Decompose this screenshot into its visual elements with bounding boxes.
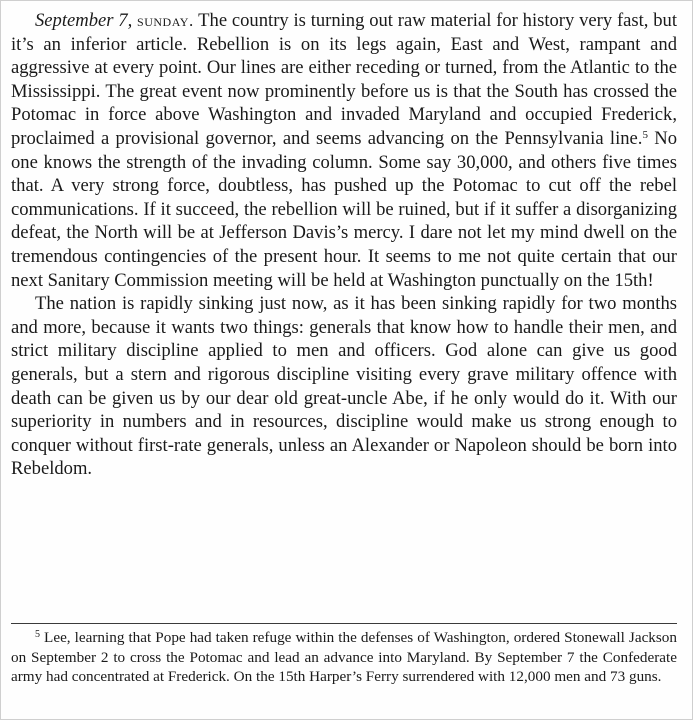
footnote-text: Lee, learning that Pope had taken refuge within the defenses of Washington, ordered Stonewall Jackson on September 2 to cross the Potomac and lead an advance into Maryland. By September 7 the Confederate army had concentrated at Frederick. On the 15th Harper’s Ferry surrendered with 12,000 men and 73 guns. — [11, 629, 677, 686]
footnote-divider — [11, 623, 677, 624]
entry-day: sunday. — [137, 11, 194, 30]
diary-entry-body — [11, 9, 677, 481]
diary-paragraph-2 — [11, 292, 677, 481]
footnote-number: 5 — [35, 629, 40, 640]
paragraph-2-text: The nation is rapidly sinking just now, as it has been sinking rapidly for two months and more, because it wants two things: generals that know how to handle their men, and strict military discipline applied to men and officers. God alone can give us good generals, but a stern and rigorous discipline visiting every grave military offence with death can be given us by our dear old great-uncle Abe, if he only would do it. With our superiority in numbers and in resources, discipline would make us strong enough to conquer without first-rate generals, unless an Alexander or Napoleon should be born into Rebeldom. — [11, 293, 677, 480]
diary-paragraph-1 — [11, 9, 677, 292]
entry-date: September 7, — [35, 10, 133, 31]
footnote — [11, 628, 677, 687]
footnote-reference[interactable]: 5 — [642, 128, 648, 141]
paragraph-1-text-a: The country is turning out raw material for history very fast, but it’s an inferior article. Rebellion is on its legs again, East and West, rampant and aggressive at every point. Our lines are either receding or turned, from the Atlantic to the Mississippi. The great event now prominently before us is that the South has crossed the Potomac in force above Washington and invaded Maryland and occupied Frederick, proclaimed a provisional governor, and seems advancing on the Pennsylvania line. — [11, 10, 677, 149]
footnote-paragraph — [11, 628, 677, 687]
paragraph-1-text-b: No one knows the strength of the invading column. Some say 30,000, and others five times that. A very strong force, doubtless, has pushed up the Potomac to cut off the rebel communications. If it succeed, the rebellion will be ruined, but if it suffer a disorganizing defeat, the North will be at Jefferson Davis’s mercy. I dare not let my mind dwell on the tremendous contingencies of the present hour. It seems to me not quite certain that our next Sanitary Commission meeting will be held at Washington punctually on the 15th! — [11, 127, 677, 291]
